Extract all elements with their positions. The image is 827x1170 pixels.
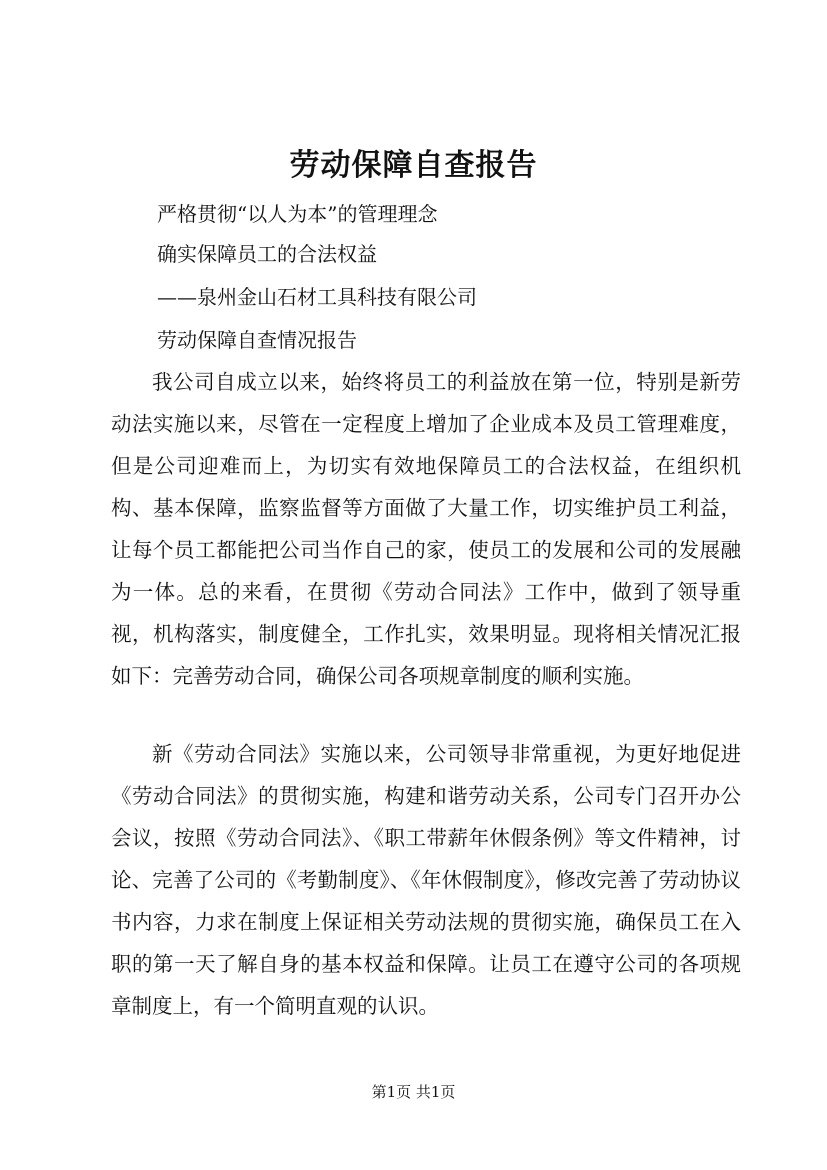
subtitle-principle: 严格贯彻“以人为本”的管理理念 xyxy=(157,202,438,226)
subtitle-report-name: 劳动保障自查情况报告 xyxy=(157,328,357,352)
subtitle-rights: 确实保障员工的合法权益 xyxy=(157,242,377,266)
paragraph-intro: 我公司自成立以来，始终将员工的利益放在第一位，特别是新劳动法实施以来，尽管在一定程度上增加了企业成本及员工管理难度，但是公司迎难而上，为切实有效地保障员工的合法权益，在组织机构、基本保障，监察监督等方面做了大量工作，切实维护员工利益，让每个员工都能把公司当作自己的家，使员工的发展和公司的发展融为一体。总的来看，在贯彻《劳动合同法》工作中，做到了领导重视，机构落实，制度健全，工作扎实，效果明显。现将相关情况汇报如下：完善劳动合同，确保公司各项规章制度的顺利实施。 xyxy=(111,370,741,688)
subtitle-company: ——泉州金山石材工具科技有限公司 xyxy=(157,285,477,309)
page-footer: 第1页 共1页 xyxy=(371,1083,456,1101)
paragraph-labor-contract: 新《劳动合同法》实施以来，公司领导非常重视，为更好地促进《劳动合同法》的贯彻实施，构建和谐劳动关系，公司专门召开办公会议，按照《劳动合同法》、《职工带薪年休假条例》等文件精神，讨论、完善了公司的《考勤制度》、《年休假制度》，修改完善了劳动协议书内容，力求在制度上保证相关劳动法规的贯彻实施，确保员工在入职的第一天了解自身的基本权益和保障。让员工在遵守公司的各项规章制度上，有一个简明直观的认识。 xyxy=(111,742,741,1018)
document-title: 劳动保障自查报告 xyxy=(289,148,538,183)
